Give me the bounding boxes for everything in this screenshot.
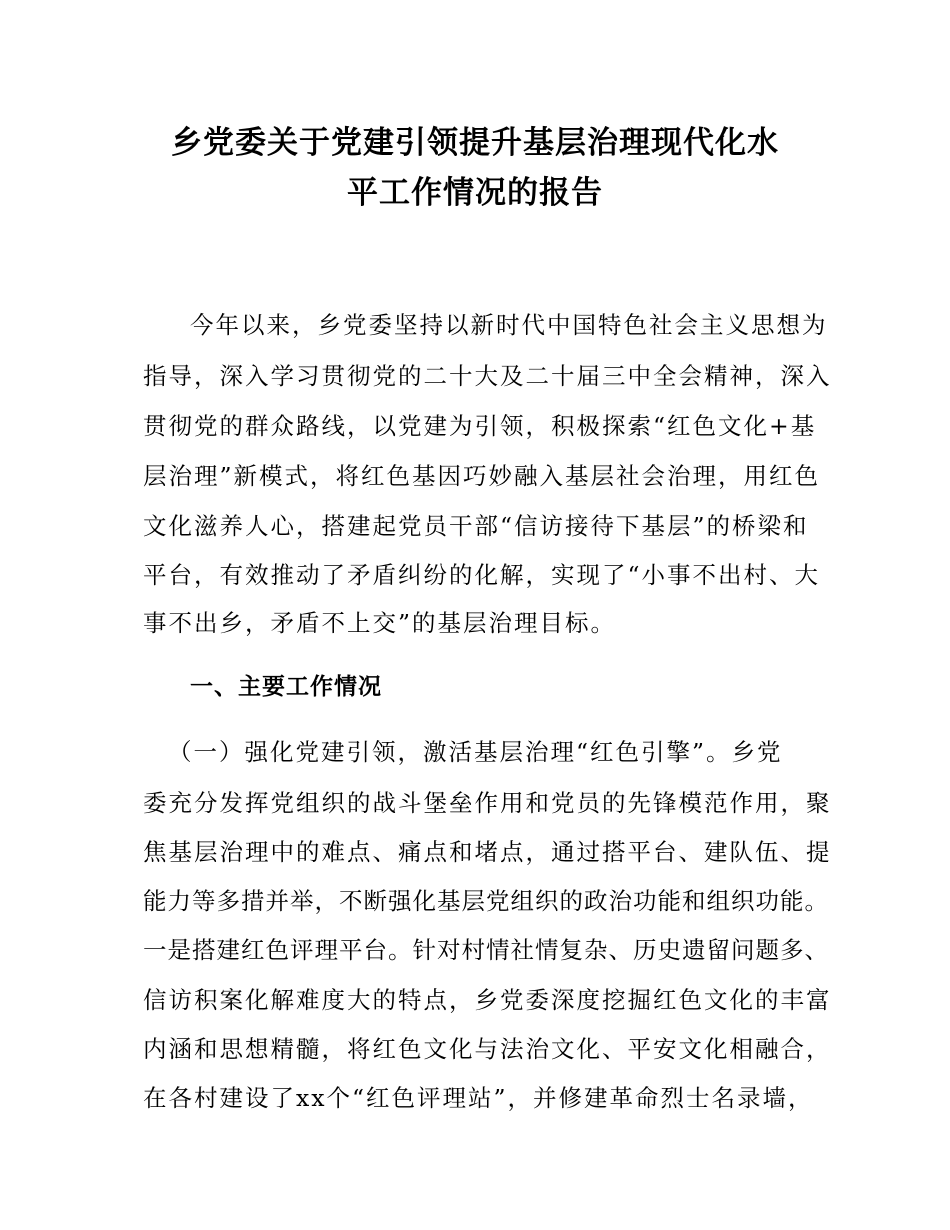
text-line: 信访积案化解难度大的特点，乡党委深度挖掘红色文化的丰富 bbox=[143, 986, 832, 1014]
text-line: 贯彻党的群众路线，以党建为引领，积极探索“红色文化+基 bbox=[143, 412, 817, 440]
title-line: 乡党委关于党建引领提升基层治理现代化水 bbox=[171, 125, 779, 161]
text-line: 事不出乡，矛盾不上交”的基层治理目标。 bbox=[143, 609, 617, 637]
text-line: 层治理”新模式，将红色基因巧妙融入基层社会治理，用红色 bbox=[143, 462, 821, 490]
text-line: 在各村建设了xx个“红色评理站”，并修建革命烈士名录墙， bbox=[143, 1084, 814, 1112]
text-line: 文化滋养人心，搭建起党员干部“信访接待下基层”的桥梁和 bbox=[143, 512, 809, 540]
text-line: 焦基层治理中的难点、痛点和堵点，通过搭平台、建队伍、提 bbox=[143, 838, 832, 866]
document-title bbox=[60, 118, 890, 218]
text-line: 指导，深入学习贯彻党的二十大及二十届三中全会精神，深入 bbox=[143, 362, 832, 390]
text-line: （一）强化党建引领，激活基层治理“红色引擎”。乡党 bbox=[168, 738, 783, 766]
text-line: 平台，有效推动了矛盾纠纷的化解，实现了“小事不出村、大 bbox=[143, 561, 821, 589]
text-line: 委充分发挥党组织的战斗堡垒作用和党员的先锋模范作用，聚 bbox=[143, 789, 832, 817]
section-heading: 一、主要工作情况 bbox=[190, 674, 382, 700]
text-line: 一是搭建红色评理平台。针对村情社情复杂、历史遗留问题多、 bbox=[143, 936, 829, 964]
title-line: 平工作情况的报告 bbox=[347, 175, 603, 211]
text-line: 今年以来，乡党委坚持以新时代中国特色社会主义思想为 bbox=[190, 311, 828, 339]
text-line: 能力等多措并举，不断强化基层党组织的政治功能和组织功能。 bbox=[143, 887, 829, 915]
text-line: 内涵和思想精髓，将红色文化与法治文化、平安文化相融合， bbox=[143, 1035, 832, 1063]
